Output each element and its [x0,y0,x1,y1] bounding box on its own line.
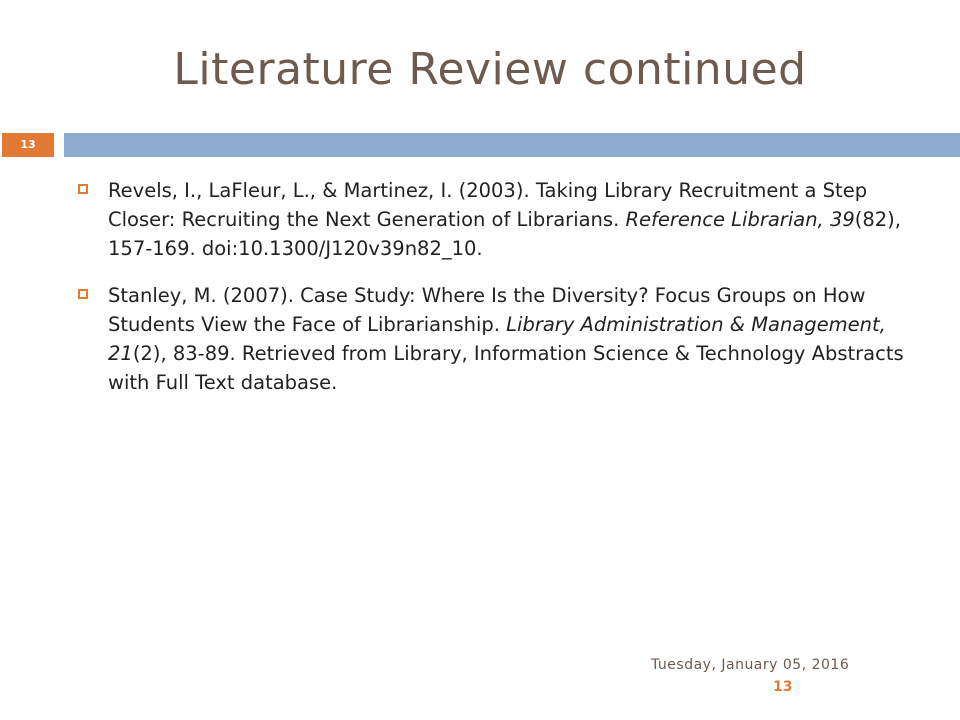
slide-title: Literature Review continued [173,44,807,95]
reference-plain-text: (2), 83-89. Retrieved from Library, Information Science & Technology Abstracts with Full Text database. [108,342,904,394]
list-item [76,176,906,263]
reference-italic-text: Reference Librarian, 39 [625,208,855,231]
footer-page-number: 13 [773,679,793,695]
header-bar [64,133,960,157]
reference-plain-text: Revels, I., LaFleur, L., & Martinez, I. (2003). Taking Library Recruitment a Step Closer: Recruiting the Next Generation of Librarians. [108,179,868,231]
square-bullet-icon [78,289,88,299]
footer-date: Tuesday, January 05, 2016 [651,657,850,673]
square-bullet-icon [78,184,88,194]
reference-plain-text: (82), 157-169. doi:10.1300/J120v39n82_10. [108,208,901,260]
reference-text [108,176,906,263]
list-item [76,281,906,397]
references-list [76,176,906,415]
reference-italic-text: Library Administration & Management, 21 [108,313,886,365]
slide-number-badge: 13 [2,133,54,157]
reference-text [108,281,906,397]
reference-plain-text: Stanley, M. (2007). Case Study: Where Is the Diversity? Focus Groups on How Students View the Face of Librarianship. [108,284,866,336]
